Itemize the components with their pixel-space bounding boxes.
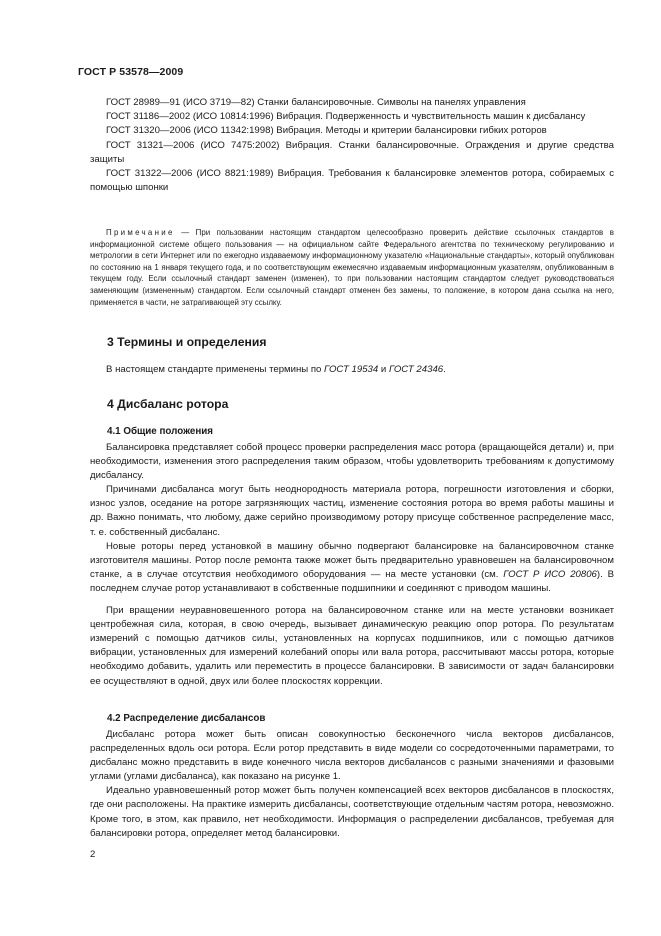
subsection-4-2-heading: 4.2 Распределение дисбалансов [107, 713, 266, 724]
note-text: — При пользовании настоящим стандартом целесообразно проверить действие ссылочных стандартов в информационной системе общего пользования — на официальном сайте Федерального агентства по техническому регулированию и метрологии в сети Интернет или по ежегодно издаваемому информационному указателю «Национальные стандарты», который опубликован по состоянию на 1 января текущего года, и по соответствующим ежемесячно издаваемым информационным указателям, опубликованным в текущем году. Если ссылочный стандарт заменен (изменен), то при пользовании настоящим стандартом следует руководствоваться заменяющим (измененным) стандартом. Если ссылочный стандарт отменен без замены, то положение, в котором дана ссылка на него, применяется в части, не затрагивающей эту ссылку. [90, 228, 614, 307]
subsection-4-1-heading: 4.1 Общие положения [107, 426, 214, 437]
section-3-heading: 3 Термины и определения [107, 335, 267, 349]
section-3-paragraph [90, 363, 614, 377]
text-fragment: ). В последнем случае ротор устанавливают в собственные подшипники и соединяют с приводом машины. [90, 568, 614, 594]
reference-item: ГОСТ 31322—2006 (ИСО 8821:1989) Вибрация. Требования к балансировке элементов ротора, собираемых с помощью шпонки [90, 168, 614, 194]
body-paragraph: Идеально уравновешенный ротор может быть получен компенсацией всех векторов дисбалансов в плоскостях, где они расположены. На практике измерить дисбалансы, соответствующие отдельным частям ротора, невозможно. Кроме того, в этом, как правило, нет необходимости. Информация о распределении дисбалансов, требуемая для балансировки ротора, определяет метод балансировки. [90, 785, 614, 839]
text-fragment: В настоящем стандарте применены термины по [106, 364, 325, 375]
reference-item: ГОСТ 31186—2002 (ИСО 10814:1996) Вибрация. Подверженность и чувствительность машин к дисбалансу [106, 111, 586, 123]
subsection-4-1-body [90, 441, 614, 689]
section-3-body [90, 363, 614, 377]
normative-references-list [90, 96, 614, 195]
text-fragment: Новые роторы перед установкой в машину обычно подвергают балансировке на балансировочном станке изготовителя машины. Ротор после ремонта также может быть предварительно уравновешен на балансировочном станке, а в случае отсутствия необходимого оборудования — на месте установки (см. [90, 540, 614, 580]
note-label: Примечание [106, 228, 175, 237]
standard-reference: ГОСТ Р ИСО 20806 [503, 568, 597, 580]
subsection-4-2-body [90, 728, 614, 841]
note-paragraph [90, 227, 614, 308]
body-paragraph: При вращении неуравновешенного ротора на балансировочном станке или на месте установки возникает центробежная сила, которая, в свою очередь, вызывает динамическую реакцию опор ротора. По результатам измерений с помощью датчиков силы, установленных на корпусах подшипников, или с помощью датчиков вибрации, установленных для измерений колебаний опоры или вала ротора, рассчитывают массы ротора, которые необходимо добавить, удалить или переместить в процессе балансировки. В зависимости от задач балансировки ее осуществляют в одной, двух или более плоскостях коррекции. [90, 605, 614, 687]
reference-item: ГОСТ 28989—91 (ИСО 3719—82) Станки балансировочные. Символы на панелях управления [106, 97, 526, 108]
page-header: ГОСТ Р 53578—2009 [78, 66, 184, 78]
section-4-heading: 4 Дисбаланс ротора [107, 397, 229, 411]
note-block [90, 227, 614, 308]
standard-reference: ГОСТ 19534 [324, 364, 379, 375]
reference-item: ГОСТ 31320—2006 (ИСО 11342:1998) Вибрация. Методы и критерии балансировки гибких роторов [106, 125, 547, 137]
body-paragraph: Балансировка представляет собой процесс проверки распределения масс ротора (вращающейся детали) и, при необходимости, изменения этого распределения таким образом, чтобы удовлетворить требованиям к допустимому дисбалансу. [90, 442, 614, 482]
text-fragment: . [443, 364, 446, 375]
standard-reference: ГОСТ 24346 [388, 364, 444, 375]
body-paragraph [90, 540, 614, 596]
body-paragraph: Причинами дисбаланса могут быть неоднородность материала ротора, погрешности изготовления и сборки, износ узлов, оседание на роторе загрязняющих частиц, изменение состояния ротора во время работы машины и др. Важно понимать, что любому, даже серийно производимому ротору присуще собственное распределение масс, т. е. собственный дисбаланс. [90, 484, 614, 538]
text-fragment: и [378, 364, 389, 375]
page-number: 2 [90, 849, 96, 860]
body-paragraph: Дисбаланс ротора может быть описан совокупностью бесконечного числа векторов дисбалансов, распределенных вдоль оси ротора. Если ротор представить в виде модели со сосредоточенными параметрами, то дисбаланс можно представить в виде конечного числа векторов дисбалансов с разными значениями и фазовыми углами (углами дисбаланса), как показано на рисунке 1. [90, 729, 614, 783]
reference-item: ГОСТ 31321—2006 (ИСО 7475:2002) Вибрация. Станки балансировочные. Ограждения и другие средства защиты [90, 139, 614, 165]
